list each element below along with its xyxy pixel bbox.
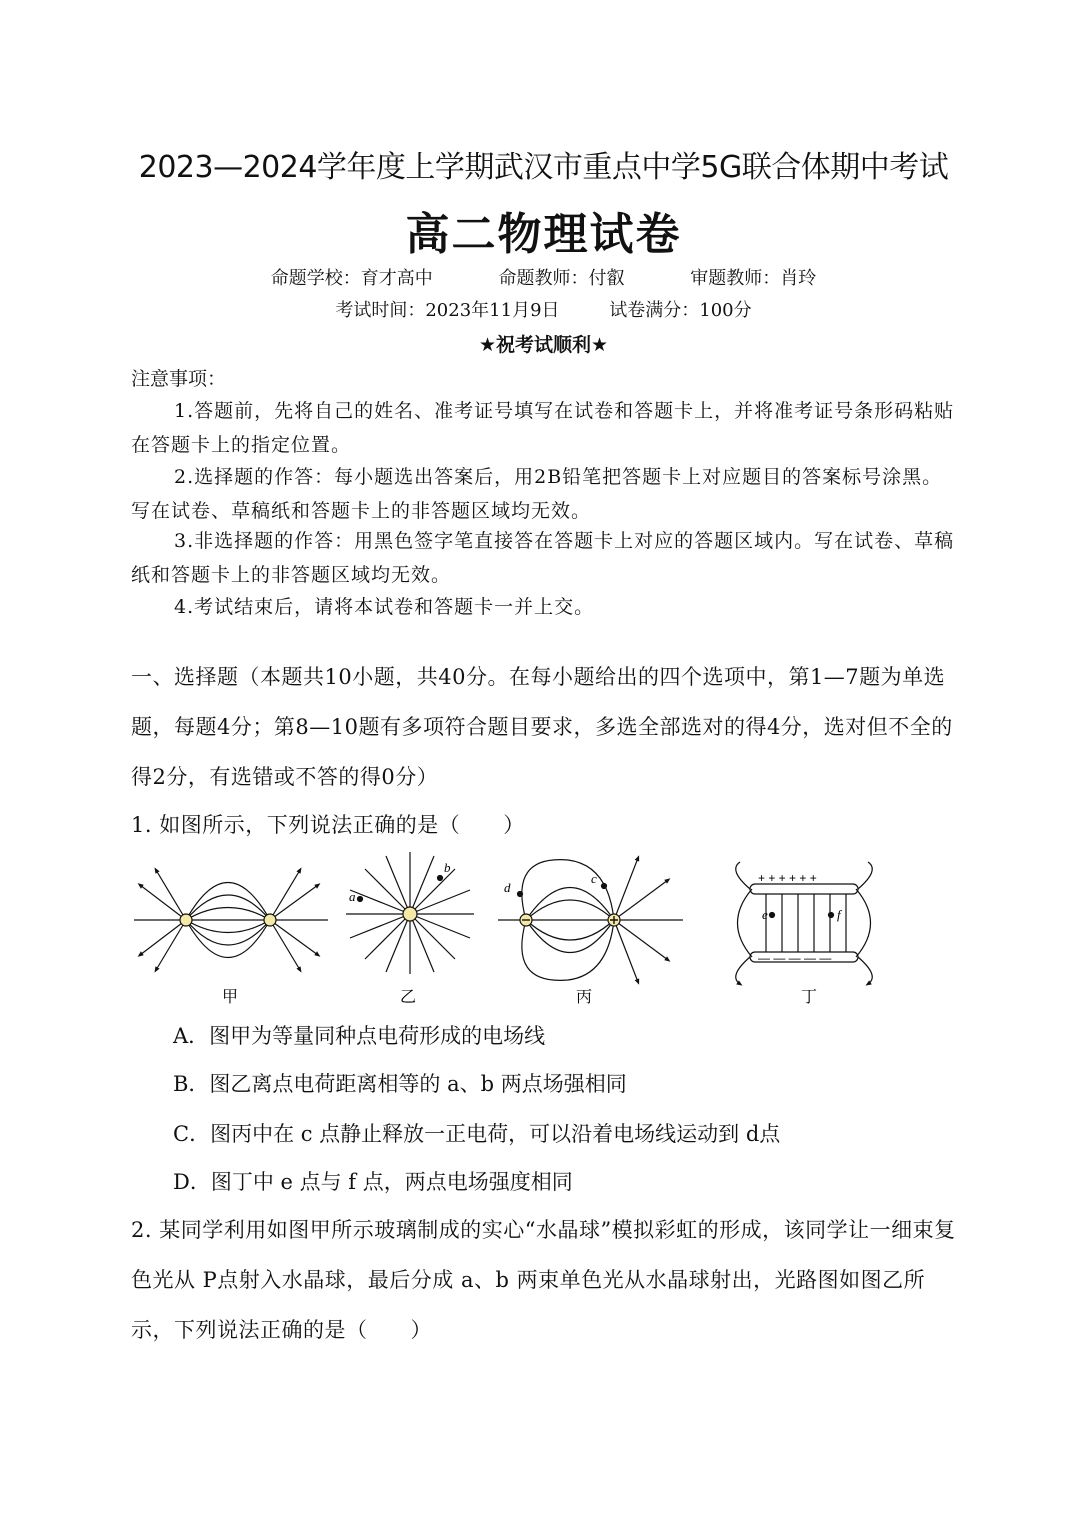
figure-label-jia: 甲	[222, 987, 239, 1006]
question-1-option-b: B．图乙离点电荷距离相等的 a、b 两点场强相同	[173, 1072, 627, 1096]
question-2-stem: 2. 某同学利用如图甲所示玻璃制成的实心“水晶球”模拟彩虹的形成，该同学让一细束复色光从 P点射入水晶球，最后分成 a、b 两束单色光从水晶球射出，光路图如图乙所示，下列说法正确的是（ ）	[131, 1218, 956, 1342]
setter-text: 命题教师：付叡	[498, 268, 625, 289]
setter-info	[0, 264, 1087, 290]
section-intro: 一、选择题（本题共10小题，共40分。在每小题给出的四个选项中，第1—7题为单选题，每题4分；第8—10题有多项符合题目要求，多选全部选对的得4分，选对但不全的得2分，有选错或不答的得0分）	[131, 665, 953, 789]
good-luck-text: ★祝考试顺利★	[478, 334, 609, 356]
electric-field-figure	[128, 850, 898, 1012]
exam-date-text: 考试时间：2023年11月9日	[335, 300, 560, 321]
point-e-label: e	[762, 907, 768, 922]
full-score-text: 试卷满分：100分	[609, 300, 752, 321]
question-1-option-c: C．图丙中在 c 点静止释放一正电荷，可以沿着电场线运动到 d点	[173, 1122, 781, 1146]
figure-label-bing: 丙	[576, 987, 593, 1006]
notice-heading: 注意事项：	[131, 368, 227, 390]
subject-title: 高二物理试卷	[405, 209, 682, 260]
question-1-option-d: D．图丁中 e 点与 f 点，两点电场强度相同	[173, 1170, 573, 1194]
point-d-label: d	[504, 880, 511, 895]
figure-label-ding: 丁	[801, 987, 818, 1006]
point-a-label: a	[349, 889, 356, 904]
figure-label-yi: 乙	[400, 987, 417, 1006]
exam-title: 2023—2024学年度上学期武汉市重点中学5G联合体期中考试	[138, 150, 949, 185]
question-1-stem: 1. 如图所示，下列说法正确的是（ ）	[131, 813, 525, 837]
notice-item-4: 4.考试结束后，请将本试卷和答题卡一并上交。	[174, 596, 595, 618]
notice-item-1: 1.答题前，先将自己的姓名、准考证号填写在试卷和答题卡上，并将准考证号条形码粘贴在答题卡上的指定位置。	[131, 400, 955, 456]
exam-info	[0, 296, 1087, 322]
notice-item-2: 2.选择题的作答：每小题选出答案后，用2B铅笔把答题卡上对应题目的答案标号涂黑。写在试卷、草稿纸和答题卡上的非答题区域均无效。	[131, 466, 943, 522]
point-f-label: f	[837, 907, 841, 922]
point-b-label: b	[444, 860, 451, 875]
question-1-option-a: A．图甲为等量同种点电荷形成的电场线	[173, 1024, 546, 1048]
diagram-jia	[134, 870, 328, 970]
plate-plus-signs: + + + + + +	[758, 871, 817, 885]
reviewer-text: 审题教师：肖玲	[690, 268, 817, 289]
point-c-label: c	[591, 871, 597, 886]
diagram-yi	[346, 852, 474, 974]
plate-minus-signs: — — — — —	[758, 951, 832, 965]
school-text: 命题学校：育才高中	[270, 268, 433, 289]
notice-item-3: 3.非选择题的作答：用黑色签字笔直接答在答题卡上对应的答题区域内。写在试卷、草稿纸和答题卡上的非答题区域均无效。	[131, 530, 955, 586]
